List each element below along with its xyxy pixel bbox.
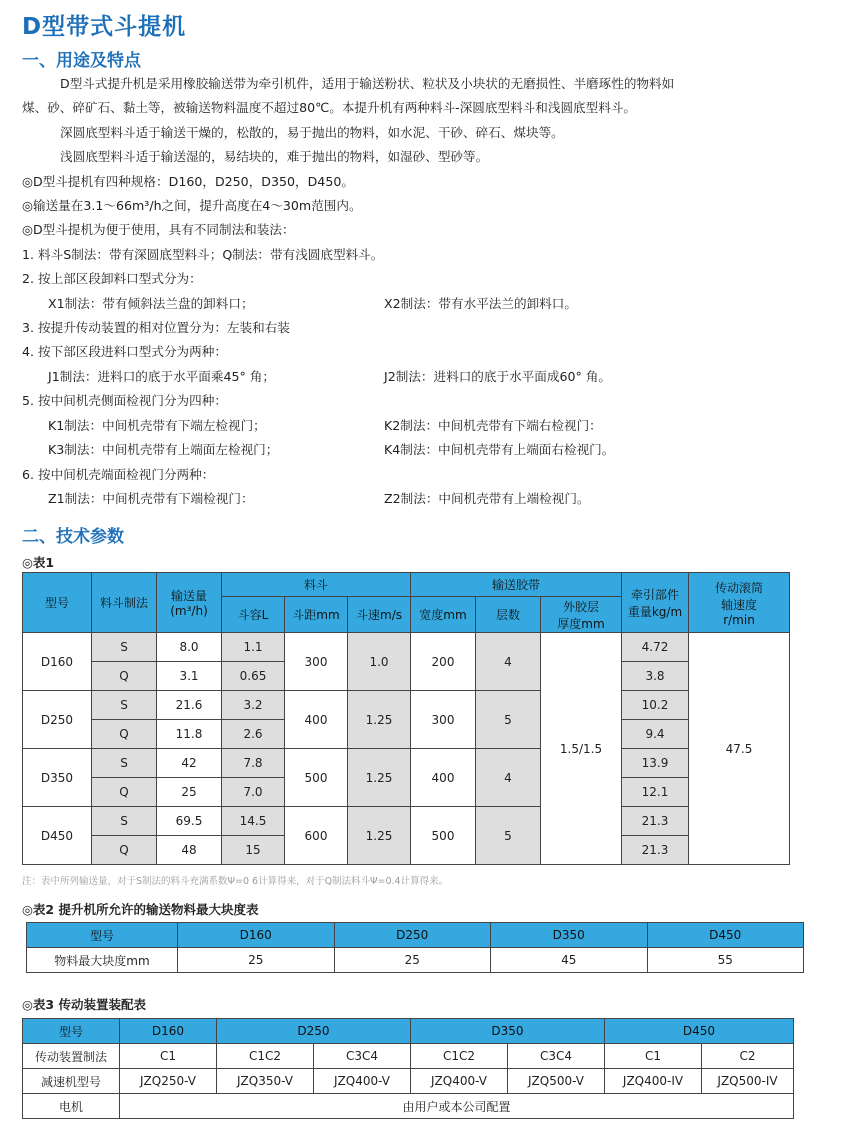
- cell-value: C1: [605, 1044, 702, 1069]
- cell-capacity: 11.8: [157, 720, 222, 749]
- list-item: 6. 按中间机壳端面检视门分两种：: [22, 466, 215, 482]
- col-header-unit: 重量kg/m: [627, 604, 683, 619]
- list-subitem: X1制法：带有倾斜法兰盘的卸料口；: [48, 295, 254, 311]
- cell-value: 45: [491, 948, 648, 973]
- cell-layers: 5: [476, 807, 541, 865]
- col-header-text: 传动滚筒: [714, 580, 763, 595]
- cell-capacity: 8.0: [157, 633, 222, 662]
- col-header: [622, 573, 689, 633]
- cell-layers: 4: [476, 633, 541, 691]
- cell-model: D160: [23, 633, 92, 691]
- cell-value: JZQ400-IV: [605, 1069, 702, 1094]
- cell-weight: 13.9: [622, 749, 689, 778]
- table-row: [23, 633, 790, 662]
- cell-value: JZQ500-V: [508, 1069, 605, 1094]
- row-label: 物料最大块度mm: [27, 948, 178, 973]
- cell-volume: 7.8: [222, 749, 285, 778]
- cell-method: Q: [92, 720, 157, 749]
- table2-caption: ◎表2 提升机所允许的输送物料最大块度表: [22, 902, 259, 917]
- spec-line: ◎D型斗提机有四种规格：D160，D250，D350，D450。: [22, 173, 354, 189]
- para-line: 深圆底型料斗适于输送干燥的，松散的，易于抛出的物料，如水泥、干砂、碎石、煤块等。: [60, 124, 564, 140]
- cell-value: C1C2: [217, 1044, 314, 1069]
- cell-capacity: 69.5: [157, 807, 222, 836]
- col-header-text: 轴速度: [720, 597, 757, 612]
- cell-weight: 21.3: [622, 836, 689, 865]
- cell-value: 25: [178, 948, 335, 973]
- col-group-header: 料斗: [222, 573, 411, 597]
- cell-capacity: 21.6: [157, 691, 222, 720]
- row-label: 减速机型号: [23, 1069, 120, 1094]
- table-row: [27, 948, 804, 973]
- list-subitem: J2制法：进料口的底于水平面成60° 角。: [384, 368, 611, 384]
- cell-method: S: [92, 633, 157, 662]
- table-row: [23, 691, 790, 720]
- para-line: 煤、砂、碎矿石、黏土等，被输送物料温度不超过80℃。本提升机有两种料斗-深圆底型料斗和浅圆底型料斗。: [22, 100, 637, 116]
- col-header: D250: [217, 1019, 411, 1044]
- table1-caption: ◎表1: [22, 555, 55, 570]
- lump-size-table: [26, 922, 804, 973]
- table-row: [23, 749, 790, 778]
- col-group-header: 输送胶带: [411, 573, 622, 597]
- list-item: 3. 按提升传动装置的相对位置分为：左装和右装: [22, 320, 290, 336]
- col-header-unit: (m³/h): [170, 604, 208, 618]
- cell-volume: 14.5: [222, 807, 285, 836]
- cell-capacity: 3.1: [157, 662, 222, 691]
- cell-width: 400: [411, 749, 476, 807]
- cell-value: C3C4: [314, 1044, 411, 1069]
- cell-method: S: [92, 691, 157, 720]
- col-header: D450: [605, 1019, 794, 1044]
- col-header: 层数: [476, 597, 541, 633]
- cell-volume: 7.0: [222, 778, 285, 807]
- cell-value: C1: [120, 1044, 217, 1069]
- cell-volume: 1.1: [222, 633, 285, 662]
- list-item: 4. 按下部区段进料口型式分为两种：: [22, 344, 227, 360]
- cell-speed: 1.0: [348, 633, 411, 691]
- cell-width: 200: [411, 633, 476, 691]
- cell-value: JZQ350-V: [217, 1069, 314, 1094]
- col-header: D450: [647, 923, 804, 948]
- col-header: 斗距mm: [285, 597, 348, 633]
- table-row: [23, 1044, 794, 1069]
- table-row: [23, 1094, 794, 1119]
- cell-volume: 15: [222, 836, 285, 865]
- list-subitem: K2制法：中间机壳带有下端右检视门：: [384, 417, 602, 433]
- table-header-row: [23, 1019, 794, 1044]
- list-subitem: J1制法：进料口的底于水平面乘45° 角；: [48, 368, 275, 384]
- table-row: [23, 1069, 794, 1094]
- cell-pitch: 400: [285, 691, 348, 749]
- row-label: 电机: [23, 1094, 120, 1119]
- spec-line: ◎输送量在3.1～66m³/h之间，提升高度在4～30m范围内。: [22, 198, 362, 214]
- drive-assembly-table: [22, 1018, 794, 1119]
- page-title: D型带式斗提机: [22, 14, 187, 40]
- col-header: D160: [178, 923, 335, 948]
- cell-width: 300: [411, 691, 476, 749]
- cell-speed: 1.25: [348, 807, 411, 865]
- col-header: D250: [334, 923, 491, 948]
- section-body-usage: [22, 72, 832, 511]
- col-header: [689, 573, 790, 633]
- section-heading-usage: 一、用途及特点: [22, 51, 141, 71]
- cell-volume: 0.65: [222, 662, 285, 691]
- col-header: 型号: [23, 1019, 120, 1044]
- col-header-text: 牵引部件: [630, 587, 679, 602]
- spec-line: ◎D型斗提机为便于使用，具有不同制法和装法：: [22, 222, 295, 238]
- cell-speed: 1.25: [348, 691, 411, 749]
- cell-weight: 9.4: [622, 720, 689, 749]
- cell-capacity: 48: [157, 836, 222, 865]
- cell-weight: 3.8: [622, 662, 689, 691]
- cell-width: 500: [411, 807, 476, 865]
- col-header: 型号: [23, 573, 92, 633]
- para-line: D型斗式提升机是采用橡胶输送带为牵引机件，适用于输送粉状、粒状及小块状的无磨损性、半磨琢性的物料如: [60, 76, 675, 91]
- cell-volume: 2.6: [222, 720, 285, 749]
- cell-value: JZQ400-V: [314, 1069, 411, 1094]
- col-header: 宽度mm: [411, 597, 476, 633]
- cell-drum-speed: 47.5: [689, 633, 790, 865]
- col-header: D350: [491, 923, 648, 948]
- cell-model: D450: [23, 807, 92, 865]
- list-item: 1. 料斗S制法：带有深圆底型料斗；Q制法：带有浅圆底型料斗。: [22, 246, 384, 262]
- cell-pitch: 600: [285, 807, 348, 865]
- col-header: 斗速m/s: [348, 597, 411, 633]
- spec-table: [22, 572, 790, 865]
- section-heading-specs: 二、技术参数: [22, 527, 124, 547]
- col-header: 型号: [27, 923, 178, 948]
- cell-capacity: 42: [157, 749, 222, 778]
- cell-value: C2: [702, 1044, 794, 1069]
- list-subitems: [22, 414, 832, 438]
- cell-model: D350: [23, 749, 92, 807]
- cell-method: S: [92, 807, 157, 836]
- list-subitem: Z1制法：中间机壳带有下端检视门：: [48, 490, 254, 506]
- list-subitems: [22, 438, 832, 462]
- list-subitem: Z2制法：中间机壳带有上端检视门。: [384, 490, 590, 506]
- cell-speed: 1.25: [348, 749, 411, 807]
- cell-pitch: 300: [285, 633, 348, 691]
- cell-value: 由用户或本公司配置: [120, 1094, 794, 1119]
- list-item: 5. 按中间机壳侧面检视门分为四种：: [22, 393, 227, 409]
- list-subitems: [22, 365, 832, 389]
- col-header: [157, 573, 222, 633]
- col-header: 斗容L: [222, 597, 285, 633]
- cell-weight: 10.2: [622, 691, 689, 720]
- table1-note: 注：表中所列输送量，对于S制法的料斗充满系数Ψ=0 6计算得来，对于Q制法料斗Ψ=0.4计算得来。: [22, 876, 449, 887]
- list-subitem: K4制法：中间机壳带有上端面右检视门。: [384, 442, 615, 458]
- cell-method: S: [92, 749, 157, 778]
- cell-weight: 12.1: [622, 778, 689, 807]
- list-item: 2. 按上部区段卸料口型式分为：: [22, 271, 202, 287]
- cell-capacity: 25: [157, 778, 222, 807]
- cell-value: 25: [334, 948, 491, 973]
- cell-method: Q: [92, 836, 157, 865]
- list-subitem: X2制法：带有水平法兰的卸料口。: [384, 295, 577, 311]
- col-header-unit: r/min: [723, 612, 755, 627]
- cell-value: C3C4: [508, 1044, 605, 1069]
- cell-model: D250: [23, 691, 92, 749]
- list-subitem: K3制法：中间机壳带有上端面左检视门；: [48, 442, 279, 458]
- table3-caption: ◎表3 传动装置装配表: [22, 997, 146, 1012]
- list-subitems: [22, 292, 832, 316]
- list-subitem: K1制法：中间机壳带有下端左检视门；: [48, 417, 266, 433]
- col-header: 料斗制法: [92, 573, 157, 633]
- cell-method: Q: [92, 778, 157, 807]
- cell-volume: 3.2: [222, 691, 285, 720]
- list-subitems: [22, 487, 832, 511]
- para-line: 浅圆底型料斗适于输送湿的，易结块的，难于抛出的物料，如湿砂、型砂等。: [60, 149, 489, 165]
- cell-weight: 21.3: [622, 807, 689, 836]
- table-header-row: [27, 923, 804, 948]
- row-label: 传动装置制法: [23, 1044, 120, 1069]
- col-header: [541, 597, 622, 633]
- col-header: D160: [120, 1019, 217, 1044]
- cell-value: JZQ400-V: [411, 1069, 508, 1094]
- cell-layers: 5: [476, 691, 541, 749]
- cell-weight: 4.72: [622, 633, 689, 662]
- col-header: D350: [411, 1019, 605, 1044]
- cell-value: C1C2: [411, 1044, 508, 1069]
- cell-pitch: 500: [285, 749, 348, 807]
- cell-value: JZQ500-IV: [702, 1069, 794, 1094]
- cell-value: JZQ250-V: [120, 1069, 217, 1094]
- cell-layers: 4: [476, 749, 541, 807]
- col-header-text: 输送量: [170, 589, 207, 603]
- col-header-unit: 厚度mm: [557, 616, 605, 631]
- cell-method: Q: [92, 662, 157, 691]
- table-row: [23, 807, 790, 836]
- cell-thickness: 1.5/1.5: [541, 633, 622, 865]
- col-header-text: 外胶层: [562, 599, 599, 614]
- cell-value: 55: [647, 948, 804, 973]
